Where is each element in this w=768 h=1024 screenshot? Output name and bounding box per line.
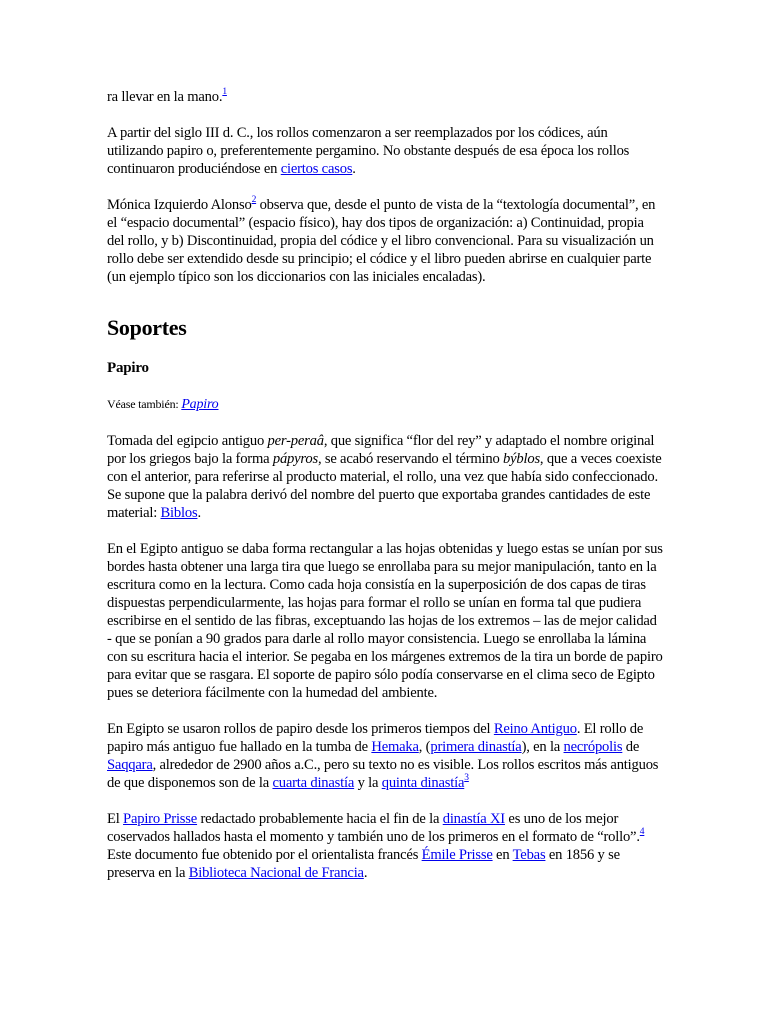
- link-emile-prisse[interactable]: Émile Prisse: [421, 847, 493, 863]
- paragraph-izquierdo: Mónica Izquierdo Alonso$^2$ observa que, desde el punto de vista de la “textología documental”, en el “espacio documental” (espacio físico), hay dos tipos de organización: a) Continuidad, propia del rollo, y b) Discontinuidad, propia del códice y el libro convencional. Para su visualización un rollo debe ser extendido desde su principio; el códice y el libro pueden abrirse en cualquier parte (un ejemplo típico son los diccionarios con las iniciales encaladas).: [107, 195, 656, 285]
- paragraph-etymology: Tomada del egipcio antiguo per-peraâ, que significa “flor del rey” y adaptado el nombre original por los griegos bajo la forma pápyros, se acabó reservando el término býblos, que a veces coexiste con el anterior, para referirse al producto material, el rollo, una vez que había sido confeccionado. Se supone que la palabra derivó del nombre del puerto que exportaba grandes cantidades de este material: Biblos.: [107, 433, 662, 521]
- link-saqqara[interactable]: Saqqara: [107, 757, 153, 773]
- intro-fragment: ra llevar en la mano.$^1$: [107, 87, 227, 105]
- link-primera-dinastia[interactable]: primera dinastía: [430, 739, 522, 755]
- link-reino-antiguo[interactable]: Reino Antiguo: [493, 721, 577, 737]
- subsection-title: Papiro: [107, 360, 149, 376]
- link-biblos[interactable]: Biblos: [160, 505, 198, 521]
- link-papiro[interactable]: Papiro: [181, 397, 219, 412]
- footnote-ref-4[interactable]: 4: [639, 827, 645, 837]
- see-also-note: Véase también: Papiro: [107, 397, 219, 412]
- link-ciertos-casos[interactable]: ciertos casos: [280, 161, 353, 177]
- paragraph-manufacture: En el Egipto antiguo se daba forma rectangular a las hojas obtenidas y luego estas se unían por sus bordes hasta obtener una larga tira que luego se enrollaba para su mejor manipulación, tanto en la escritura como en la lectura. Como cada hoja consistía en la superposición de dos capas de tiras dispuestas perpendicularmente, las hojas para formar el rollo se unían en forma tal que pudiera escribirse en el sentido de las fibras, exceptuando las hojas de los extremos – las de mejor calidad - que se ponían a 90 grados para darle al rollo mayor consistencia. Luego se enrollaba la lámina con su escritura hacia el interior. Se pegaba en los márgenes extremos de la tira un borde de papiro para evitar que se rasgara. El soporte de papiro sólo podía conservarse en el clima seco de Egipto pues se deteriora fácilmente con la humedad del ambiente.: [107, 541, 663, 701]
- link-papiro-prisse[interactable]: Papiro Prisse: [123, 811, 198, 827]
- link-dinastia-xi[interactable]: dinastía XI: [442, 811, 505, 827]
- article-body: [107, 88, 663, 900]
- link-tebas[interactable]: Tebas: [512, 847, 546, 863]
- link-biblioteca-nacional[interactable]: Biblioteca Nacional de Francia: [188, 865, 364, 881]
- link-hemaka[interactable]: Hemaka: [371, 739, 419, 755]
- link-cuarta-dinastia[interactable]: cuarta dinastía: [272, 775, 355, 791]
- footnote-ref-2[interactable]: 2: [251, 195, 257, 205]
- paragraph-prisse: El Papiro Prisse redactado probablemente hacia el fin de la dinastía XI es uno de los mejor coservados hallados hasta el momento y también uno de los primeros en el formato de “rollo”.$^4$ Este documento fue obtenido por el orientalista francés Émile Prisse en Tebas en 1856 y se preserva en la Biblioteca Nacional de Francia.: [107, 811, 645, 881]
- footnote-ref-3[interactable]: 3: [464, 773, 469, 783]
- paragraph-egypt-rolls: En Egipto se usaron rollos de papiro desde los primeros tiempos del Reino Antiguo. El rollo de papiro más antiguo fue hallado en la tumba de Hemaka, (primera dinastía), en la necrópolis de Saqqara, alrededor de 2900 años a.C., pero su texto no es visible. Los rollos escritos más antiguos de que disponemos son de la cuarta dinastía y la quinta dinastía$^3$: [107, 721, 659, 791]
- link-quinta-dinastia[interactable]: quinta dinastía: [381, 775, 465, 791]
- paragraph-codices: A partir del siglo III d. C., los rollos comenzaron a ser reemplazados por los códices, aún utilizando papiro o, preferentemente pergamino. No obstante después de esa época los rollos continuaron produciéndose en ciertos casos.: [107, 125, 630, 177]
- link-necropolis[interactable]: necrópolis: [563, 739, 623, 755]
- footnote-ref-1[interactable]: 1: [222, 87, 227, 97]
- section-title: Soportes: [107, 315, 187, 340]
